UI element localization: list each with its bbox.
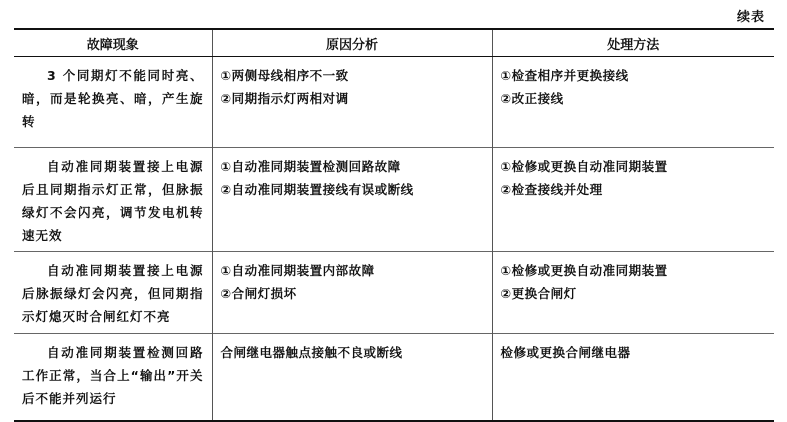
header-solution: 处理方法 (492, 29, 774, 57)
table-body (14, 57, 774, 422)
cause-item: ①自动准同期装置内部故障 (220, 263, 375, 278)
table-row (14, 334, 774, 422)
solution-item: ②检查接线并处理 (500, 182, 603, 197)
symptom-cell: 自动准同期装置接上电源后且同期指示灯正常，但脉振绿灯不会闪亮，调节发电机转速无效 (14, 148, 212, 252)
table-continued-caption: 续表 (736, 10, 765, 25)
cause-item: ②合闸灯损坏 (220, 286, 297, 301)
solution-cell (492, 334, 774, 422)
solution-item: ①检查相序并更换接线 (500, 68, 629, 83)
cause-item: ①两侧母线相序不一致 (220, 68, 349, 83)
symptom-cell: 自动准同期装置检测回路工作正常，当合上“输出”开关后不能并列运行 (14, 334, 212, 422)
solution-item: 检修或更换合闸继电器 (500, 345, 631, 360)
cause-cell (212, 148, 492, 252)
table-header (14, 29, 774, 57)
solution-item: ①检修或更换自动准同期装置 (500, 263, 668, 278)
table-row (14, 252, 774, 334)
symptom-cell: 自动准同期装置接上电源后脉振绿灯会闪亮，但同期指示灯熄灭时合闸红灯不亮 (14, 252, 212, 334)
solution-cell (492, 148, 774, 252)
solution-cell (492, 57, 774, 148)
cause-cell (212, 57, 492, 148)
cause-cell (212, 334, 492, 422)
solution-item: ②改正接线 (500, 91, 564, 106)
table-row (14, 148, 774, 252)
fault-table (14, 28, 774, 422)
solution-item: ②更换合闸灯 (500, 286, 577, 301)
fault-table-container (14, 28, 774, 422)
cause-item: ②自动准同期装置接线有误或断线 (220, 182, 414, 197)
header-row (14, 29, 774, 57)
cause-cell (212, 252, 492, 334)
header-cause: 原因分析 (212, 29, 492, 57)
header-symptom: 故障现象 (14, 29, 212, 57)
cause-item: ①自动准同期装置检测回路故障 (220, 159, 401, 174)
solution-cell (492, 252, 774, 334)
cause-item: 合闸继电器触点接触不良或断线 (220, 345, 403, 360)
table-row (14, 57, 774, 148)
solution-item: ①检修或更换自动准同期装置 (500, 159, 668, 174)
cause-item: ②同期指示灯两相对调 (220, 91, 349, 106)
symptom-cell: 3 个同期灯不能同时亮、暗，而是轮换亮、暗，产生旋转 (22, 68, 204, 129)
